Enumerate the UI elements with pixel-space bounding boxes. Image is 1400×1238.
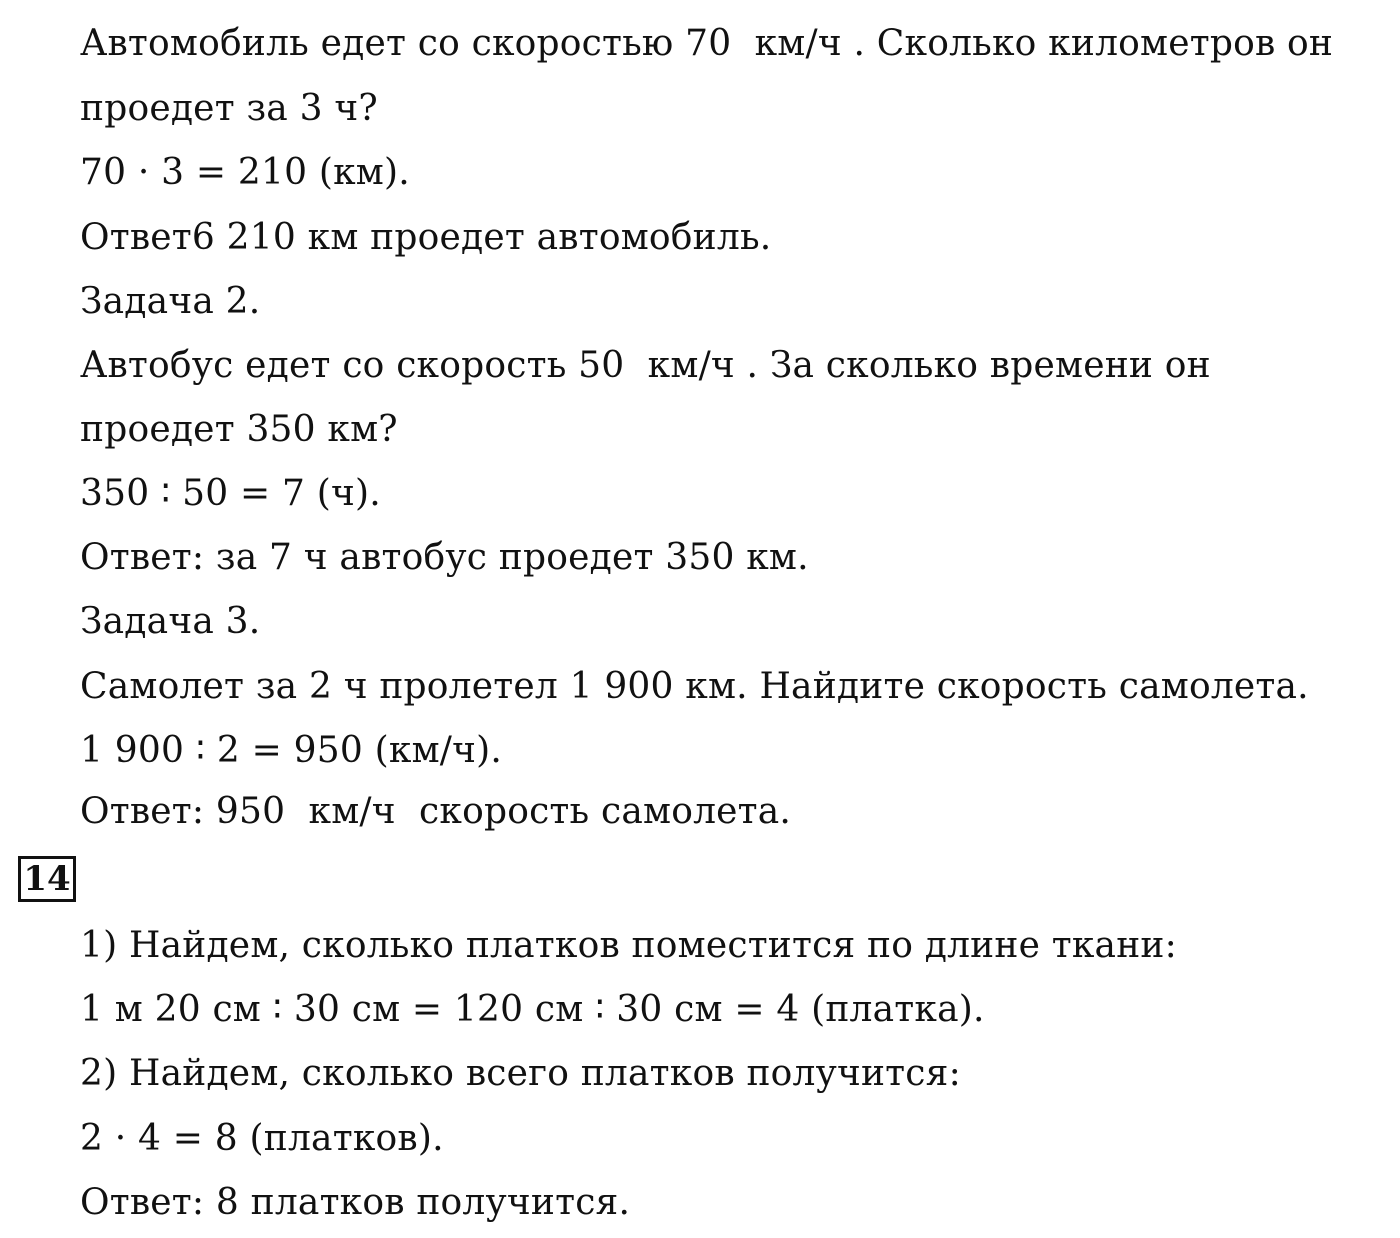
problem3-solution: 1 900 ∶ 2 = 950 (км/ч). — [80, 730, 502, 771]
task14-step1-calc: 1 м 20 см ∶ 30 см = 120 см ∶ 30 см = 4 (платка). — [80, 989, 985, 1030]
problem3-heading: Задача 3. — [80, 601, 261, 642]
problem1-text-line2: проедет за 3 ч? — [80, 88, 378, 129]
task14-step2-calc: 2 · 4 = 8 (платков). — [80, 1118, 444, 1159]
problem2-text-line1: Автобус едет со скорость 50 км/ч . За сколько времени он — [80, 345, 1211, 386]
task14-step1: 1) Найдем, сколько платков поместится по длине ткани: — [80, 925, 1177, 966]
problem1-text-line1: Автомобиль едет со скоростью 70 км/ч . Сколько километров он — [80, 23, 1334, 64]
problem2-solution: 350 ∶ 50 = 7 (ч). — [80, 473, 381, 514]
task14-answer: Ответ: 8 платков получится. — [80, 1182, 631, 1223]
problem3-text: Самолет за 2 ч пролетел 1 900 км. Найдите скорость самолета. — [80, 666, 1309, 707]
problem2-answer: Ответ: за 7 ч автобус проедет 350 км. — [80, 537, 809, 578]
task14-step2: 2) Найдем, сколько всего платков получится: — [80, 1053, 961, 1094]
problem3-answer: Ответ: 950 км/ч скорость самолета. — [80, 791, 792, 832]
problem2-heading: Задача 2. — [80, 281, 261, 322]
problem1-solution: 70 · 3 = 210 (км). — [80, 152, 410, 193]
task-number-box: 14 — [18, 856, 76, 902]
problem1-answer: Ответ6 210 км проедет автомобиль. — [80, 217, 772, 258]
problem2-text-line2: проедет 350 км? — [80, 409, 398, 450]
